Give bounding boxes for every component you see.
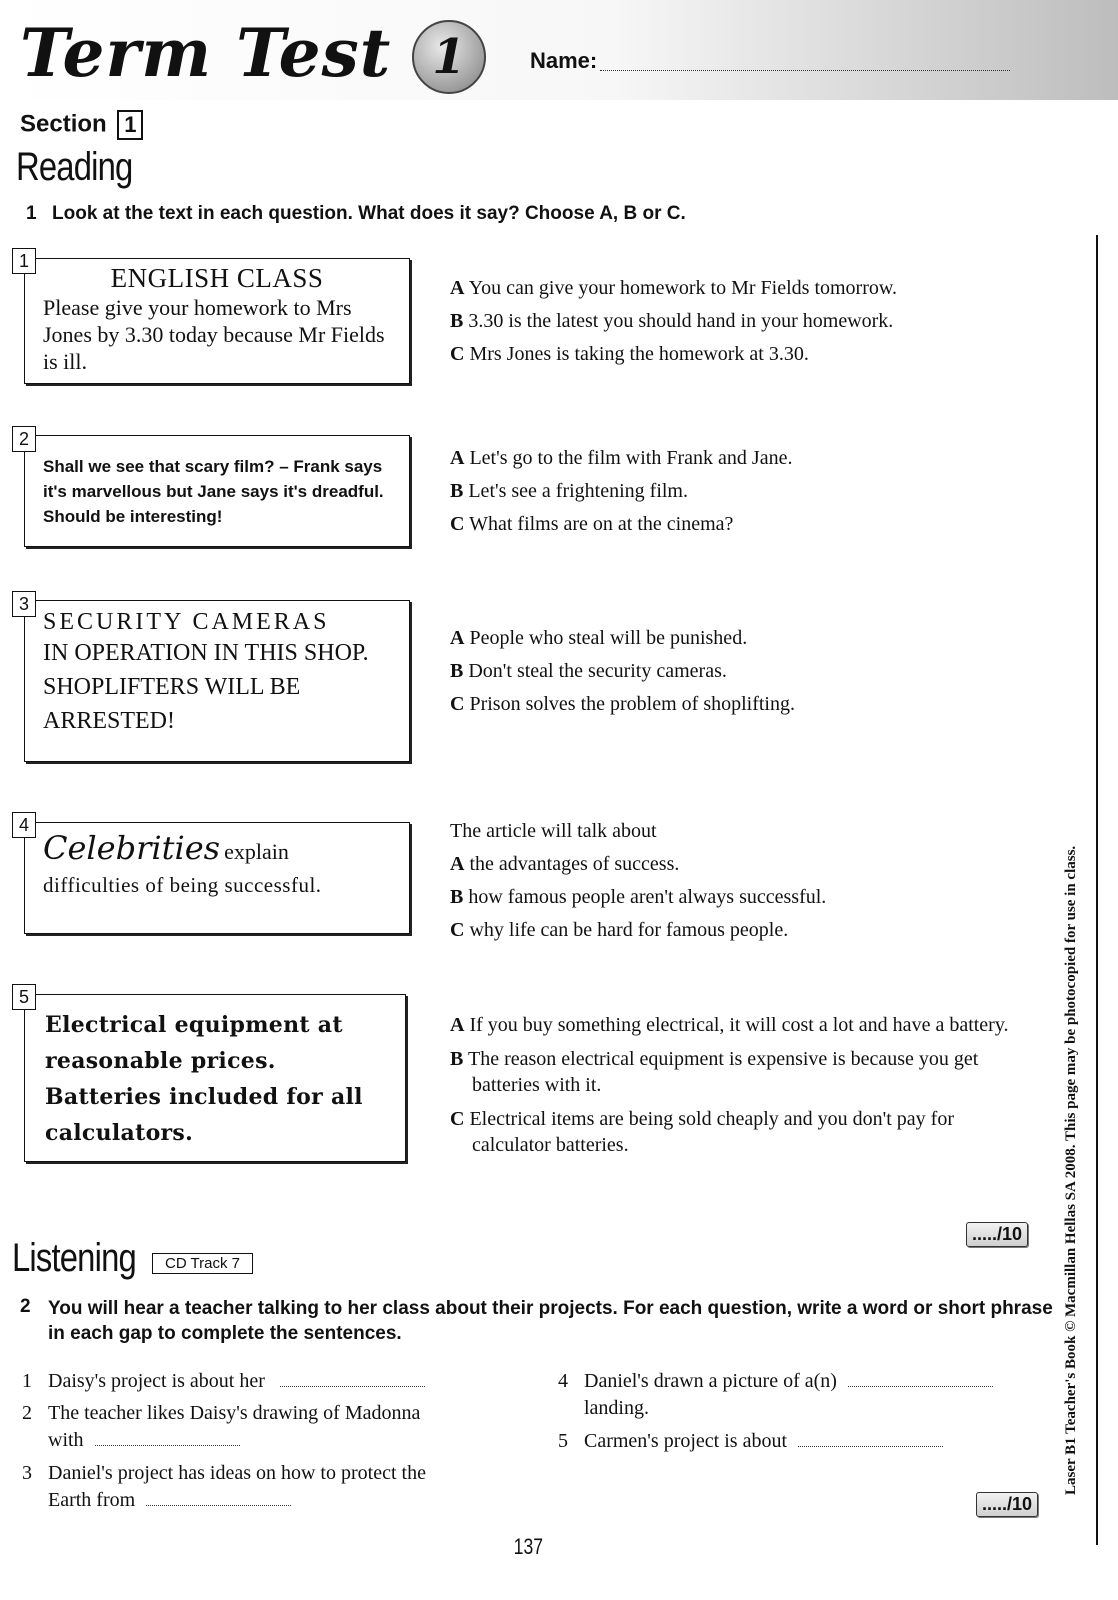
option-2b[interactable]: B Let's see a frightening film.: [450, 480, 688, 502]
notice-3-text: IN OPERATION IN THIS SHOP. SHOPLIFTERS WILL BE ARRESTED!: [43, 640, 369, 734]
option-5a[interactable]: A If you buy something electrical, it will cost a lot and have a battery.: [450, 1014, 1009, 1036]
listening-item-5: 5 Carmen's project is about: [558, 1428, 1028, 1455]
options-1: [450, 272, 1030, 371]
notice-4-text: difficulties of being successful.: [43, 873, 322, 897]
listening-item-2: 2 The teacher likes Daisy's drawing of Madonna with: [22, 1402, 421, 1451]
question-number-1: 1: [12, 248, 36, 274]
name-label: Name:: [530, 48, 598, 73]
options-4: [450, 815, 1030, 947]
option-1a[interactable]: A You can give your homework to Mr Fields tomorrow.: [450, 277, 898, 299]
notice-3-line1: SECURITY CAMERAS: [43, 609, 330, 635]
reading-score-box: ...../10: [966, 1222, 1028, 1247]
notice-1: [24, 258, 410, 384]
notice-2: [24, 435, 410, 547]
page-title: Term Test: [20, 14, 392, 92]
option-3c[interactable]: C Prison solves the problem of shoplifting.: [450, 693, 795, 715]
question-number-2: 2: [12, 426, 36, 452]
notice-4-word: Celebrities: [43, 829, 221, 867]
page-number: 137: [513, 1534, 544, 1559]
notice-2-text: Shall we see that scary film? – Frank says it's marvellous but Jane says it's dreadful. Should be interesting!: [43, 457, 384, 526]
option-2c[interactable]: C What films are on at the cinema?: [450, 513, 734, 535]
listening-item-4: 4 Daniel's drawn a picture of a(n) landing.: [558, 1368, 1028, 1422]
listening-item-1: 1 Daisy's project is about her: [22, 1368, 502, 1395]
listening-item-3: 3 Daniel's project has ideas on how to protect the Earth from: [22, 1462, 426, 1511]
notice-1-text: Please give your homework to Mrs Jones by 3.30 today because Mr Fields is ill.: [43, 295, 385, 374]
notice-4-line1: Celebrities explain: [43, 829, 289, 867]
test-number: 1: [432, 29, 466, 85]
answer-gap-1[interactable]: [280, 1385, 425, 1387]
cd-track-badge: CD Track 7: [152, 1253, 253, 1274]
reading-instruction-number: 1: [26, 203, 37, 224]
section-number: 1: [117, 110, 143, 140]
listening-score-box: ...../10: [976, 1492, 1038, 1517]
option-4b[interactable]: B how famous people aren't always successful.: [450, 886, 827, 908]
question-number-4: 4: [12, 812, 36, 838]
option-4c[interactable]: C why life can be hard for famous people.: [450, 919, 789, 941]
copyright-side-text: Laser B1 Teacher's Book © Macmillan Hellas SA 2008. This page may be photocopied for use in class.: [1063, 845, 1079, 1495]
option-1c[interactable]: C Mrs Jones is taking the homework at 3.30.: [450, 343, 809, 365]
option-3b[interactable]: B Don't steal the security cameras.: [450, 660, 727, 682]
notice-3: [24, 600, 410, 762]
notice-1-title: ENGLISH CLASS: [110, 263, 324, 293]
section-label: Section 1: [20, 110, 143, 140]
options-5: [450, 1012, 1018, 1158]
question-number-3: 3: [12, 591, 36, 617]
reading-instruction: Look at the text in each question. What does it say? Choose A, B or C.: [52, 203, 686, 224]
notice-5: [24, 994, 406, 1162]
options-3: [450, 622, 1030, 721]
option-5b[interactable]: B The reason electrical equipment is expensive is because you get batteries with it.: [450, 1048, 979, 1096]
test-number-badge: [412, 20, 486, 94]
question-number-5: 5: [12, 984, 36, 1010]
name-field[interactable]: [600, 70, 1010, 71]
notice-5-text: Electrical equipment at reasonable prices. Batteries included for all calculators.: [45, 1012, 363, 1146]
listening-instruction: You will hear a teacher talking to her class about their projects. For each question, write a word or short phrase in each gap to complete the sentences.: [48, 1298, 1053, 1344]
listening-instruction-number: 2: [20, 1296, 31, 1317]
option-4a[interactable]: A the advantages of success.: [450, 853, 680, 875]
listening-heading: Listening: [12, 1236, 136, 1280]
answer-gap-4[interactable]: [848, 1385, 993, 1387]
answer-gap-5[interactable]: [798, 1445, 943, 1447]
side-rule: [1096, 235, 1098, 1545]
reading-heading: Reading: [16, 145, 133, 189]
notice-4: [24, 822, 410, 934]
option-4-lead: The article will talk about: [450, 820, 657, 842]
option-2a[interactable]: A Let's go to the film with Frank and Jane.: [450, 447, 793, 469]
answer-gap-3[interactable]: [146, 1504, 291, 1506]
option-3a[interactable]: A People who steal will be punished.: [450, 627, 748, 649]
answer-gap-2[interactable]: [95, 1444, 240, 1446]
option-1b[interactable]: B 3.30 is the latest you should hand in your homework.: [450, 310, 894, 332]
option-5c[interactable]: C Electrical items are being sold cheaply and you don't pay for calculator batteries.: [450, 1108, 955, 1156]
options-2: [450, 442, 1030, 541]
